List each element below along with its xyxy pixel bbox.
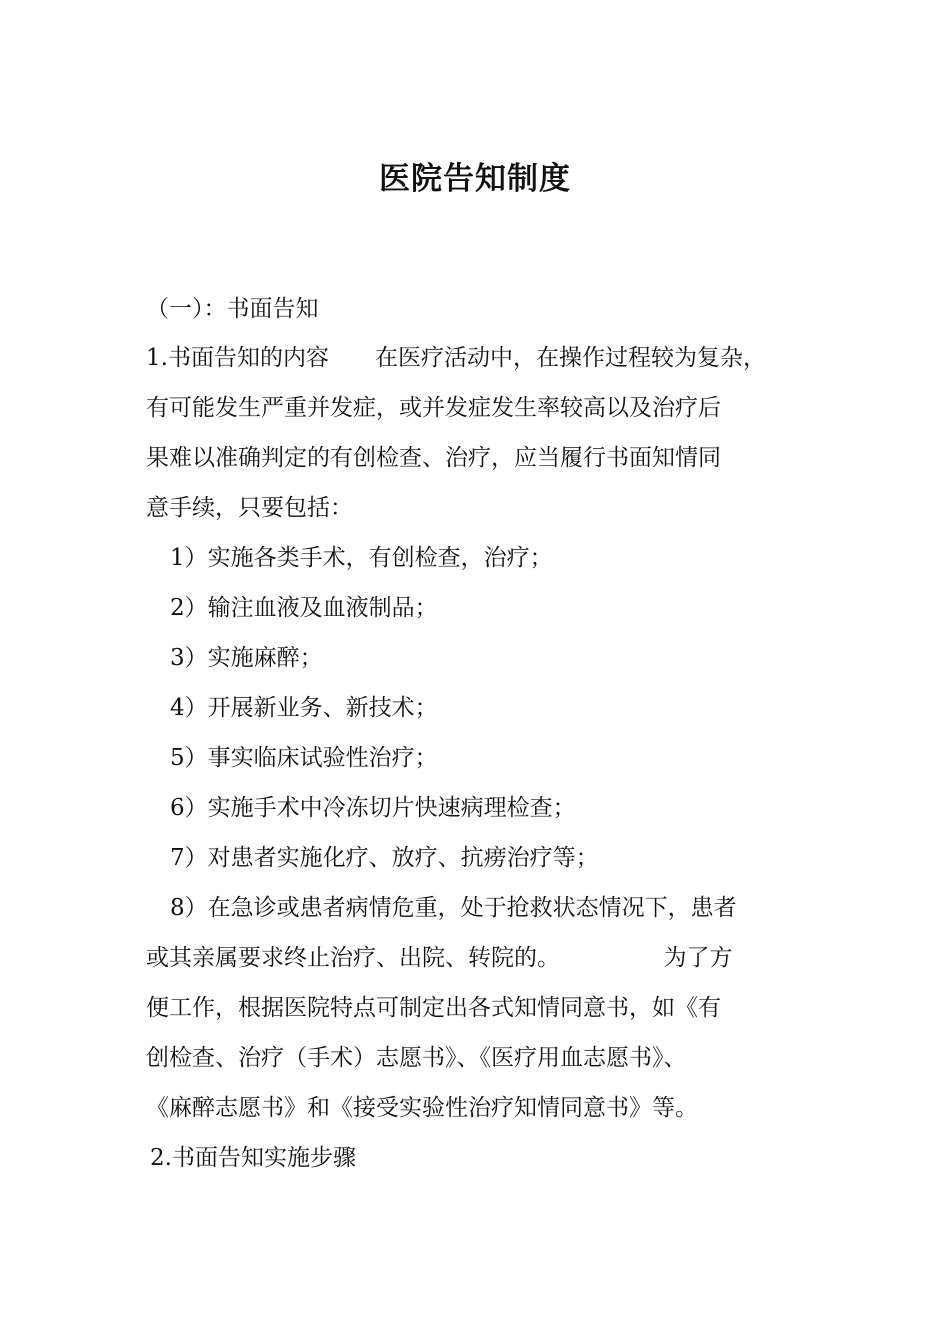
list-item: 4）开展新业务、新技术； (170, 695, 438, 721)
section-heading: 2.书面告知实施步骤 (150, 1145, 356, 1171)
paragraph-line: 创检查、治疗（手术）志愿书》、《医疗用血志愿书》、 (146, 1045, 687, 1071)
list-item: 6）实施手术中冷冻切片快速病理检查； (170, 795, 576, 821)
list-item: 7）对患者实施化疗、放疗、抗痨治疗等； (170, 845, 599, 871)
paragraph-line: 便工作，根据医院特点可制定出各式知情同意书，如《有 (146, 995, 721, 1021)
paragraph-line: 有可能发生严重并发症，或并发症发生率较高以及治疗后 (146, 395, 721, 421)
section-heading: （一）：书面告知 (146, 296, 319, 322)
document-title: 医院告知制度 (379, 161, 571, 197)
paragraph-line: 或其亲属要求终止治疗、出院、转院的。 为了方 (146, 945, 733, 971)
paragraph-line: 意手续，只要包括： (146, 495, 353, 521)
list-item: 1）实施各类手术，有创检查，治疗； (170, 545, 553, 571)
list-item: 5）事实临床试验性治疗； (170, 745, 438, 771)
list-item: 3）实施麻醉； (170, 645, 323, 671)
list-item: 2）输注血液及血液制品； (170, 595, 438, 621)
list-item: 8）在急诊或患者病情危重，处于抢救状态情况下，患者 (170, 895, 737, 921)
paragraph-line: 《麻醉志愿书》和《接受实验性治疗知情同意书》等。 (146, 1095, 698, 1121)
paragraph-line: 1.书面告知的内容 在医疗活动中，在操作过程较为复杂， (146, 345, 766, 371)
paragraph-line: 果难以准确判定的有创检查、治疗，应当履行书面知情同 (146, 445, 721, 471)
